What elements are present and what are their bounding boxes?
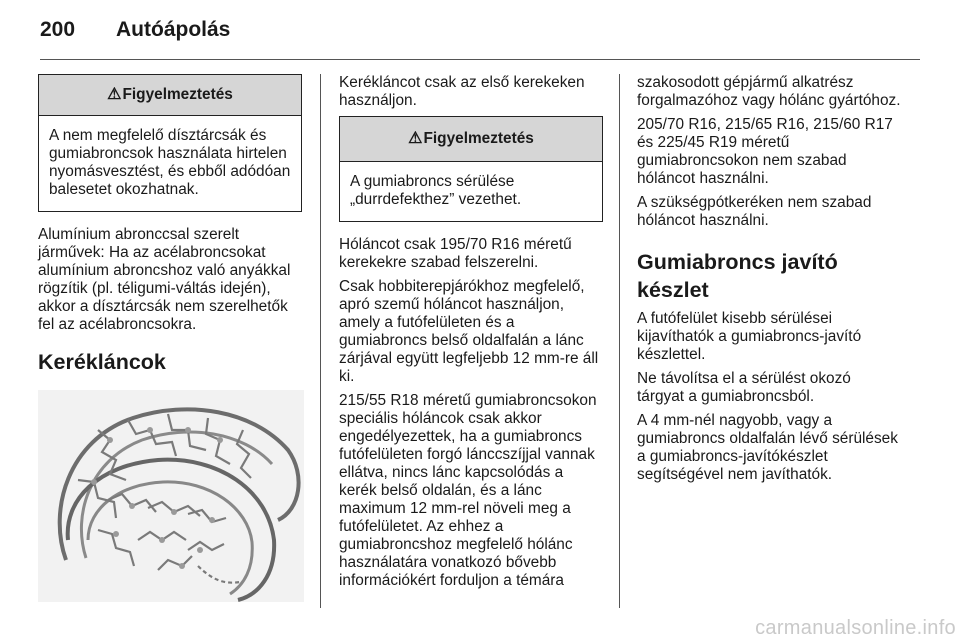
paragraph: A 4 mm-nél nagyobb, vagy a gumiabroncs oldalfalán lévő sérülések a gumiabroncs-javítókészlet segítségével nem javíthatók. [637, 412, 898, 483]
snow-chain-illustration [38, 390, 304, 602]
column-2 [339, 74, 603, 596]
page-header [40, 10, 920, 50]
warning-triangle-icon: ⚠ [408, 130, 423, 147]
section-heading: Kerékláncok [38, 350, 166, 374]
warning-title: Figyelmeztetés [122, 86, 233, 103]
warning-title: Figyelmeztetés [423, 130, 534, 147]
paragraph: A szükségpótkeréken nem szabad hóláncot használni. [637, 194, 872, 229]
warning-header [340, 117, 602, 162]
column-3 [637, 74, 901, 490]
paragraph: 205/70 R16, 215/65 R16, 215/60 R17 és 225/45 R19 méretű gumiabroncsokon nem szabad hóláncot használni. [637, 116, 893, 187]
paragraph: Kerékláncot csak az első kerekeken használjon. [339, 74, 585, 109]
warning-text: A gumiabroncs sérülése „durrdefekthez” vezethet. [350, 173, 522, 208]
section-heading: Gumiabroncs javító készlet [637, 250, 838, 302]
paragraph: 215/55 R18 méretű gumiabroncsokon speciális hóláncok csak akkor engedélyezettek, ha a gumiabroncs futófelületen forgó lánccszíjjal vannak ellátva, nincs lánc kapcsolódás a kerék belső oldalán, és a lánc maximum 12 mm-rel növeli meg a futófelületet. Az ehhez a gumiabroncshoz megfelelő hólánc használatára vonatkozó bővebb információkért forduljon a témára [339, 392, 597, 589]
paragraph: Csak hobbiterepjárókhoz megfelelő, apró szemű hóláncot használjon, amely a futófelületen és a gumiabroncs belső oldalfalán a lánc zárjával együtt legfeljebb 12 mm-re áll ki. [339, 278, 599, 385]
section-title: Autóápolás [116, 18, 231, 41]
header-divider [40, 59, 920, 60]
warning-header [39, 75, 301, 116]
column-divider [619, 74, 620, 608]
page-number: 200 [40, 18, 76, 41]
paragraph: A futófelület kisebb sérülései kijavíthatók a gumiabroncs-javító készlettel. [637, 310, 862, 363]
paragraph: Alumínium abronccsal szerelt járművek: Ha az acélabroncsokat alumínium abroncshoz való anyákkal rögzítik (pl. téligumi-váltás idején), akkor a dísztárcsák nem szerelhetők fel az acélabroncsokra. [38, 226, 291, 333]
warning-box [339, 116, 603, 222]
warning-text: A nem megfelelő dísztárcsák és gumiabroncsok használata hirtelen nyomásvesztést, és ebből adódóan balesetet okozhatnak. [49, 127, 291, 198]
paragraph: Ne távolítsa el a sérülést okozó tárgyat a gumiabroncsból. [637, 370, 851, 405]
watermark: carmanualsonline.info [755, 617, 956, 639]
warning-box [38, 74, 302, 212]
paragraph: szakosodott gépjármű alkatrész forgalmazóhoz vagy hólánc gyártóhoz. [637, 74, 901, 109]
paragraph: Hóláncot csak 195/70 R16 méretű kerekekre szabad felszerelni. [339, 236, 572, 271]
column-1 [38, 74, 302, 607]
warning-triangle-icon: ⚠ [107, 86, 122, 103]
column-divider [320, 74, 321, 608]
